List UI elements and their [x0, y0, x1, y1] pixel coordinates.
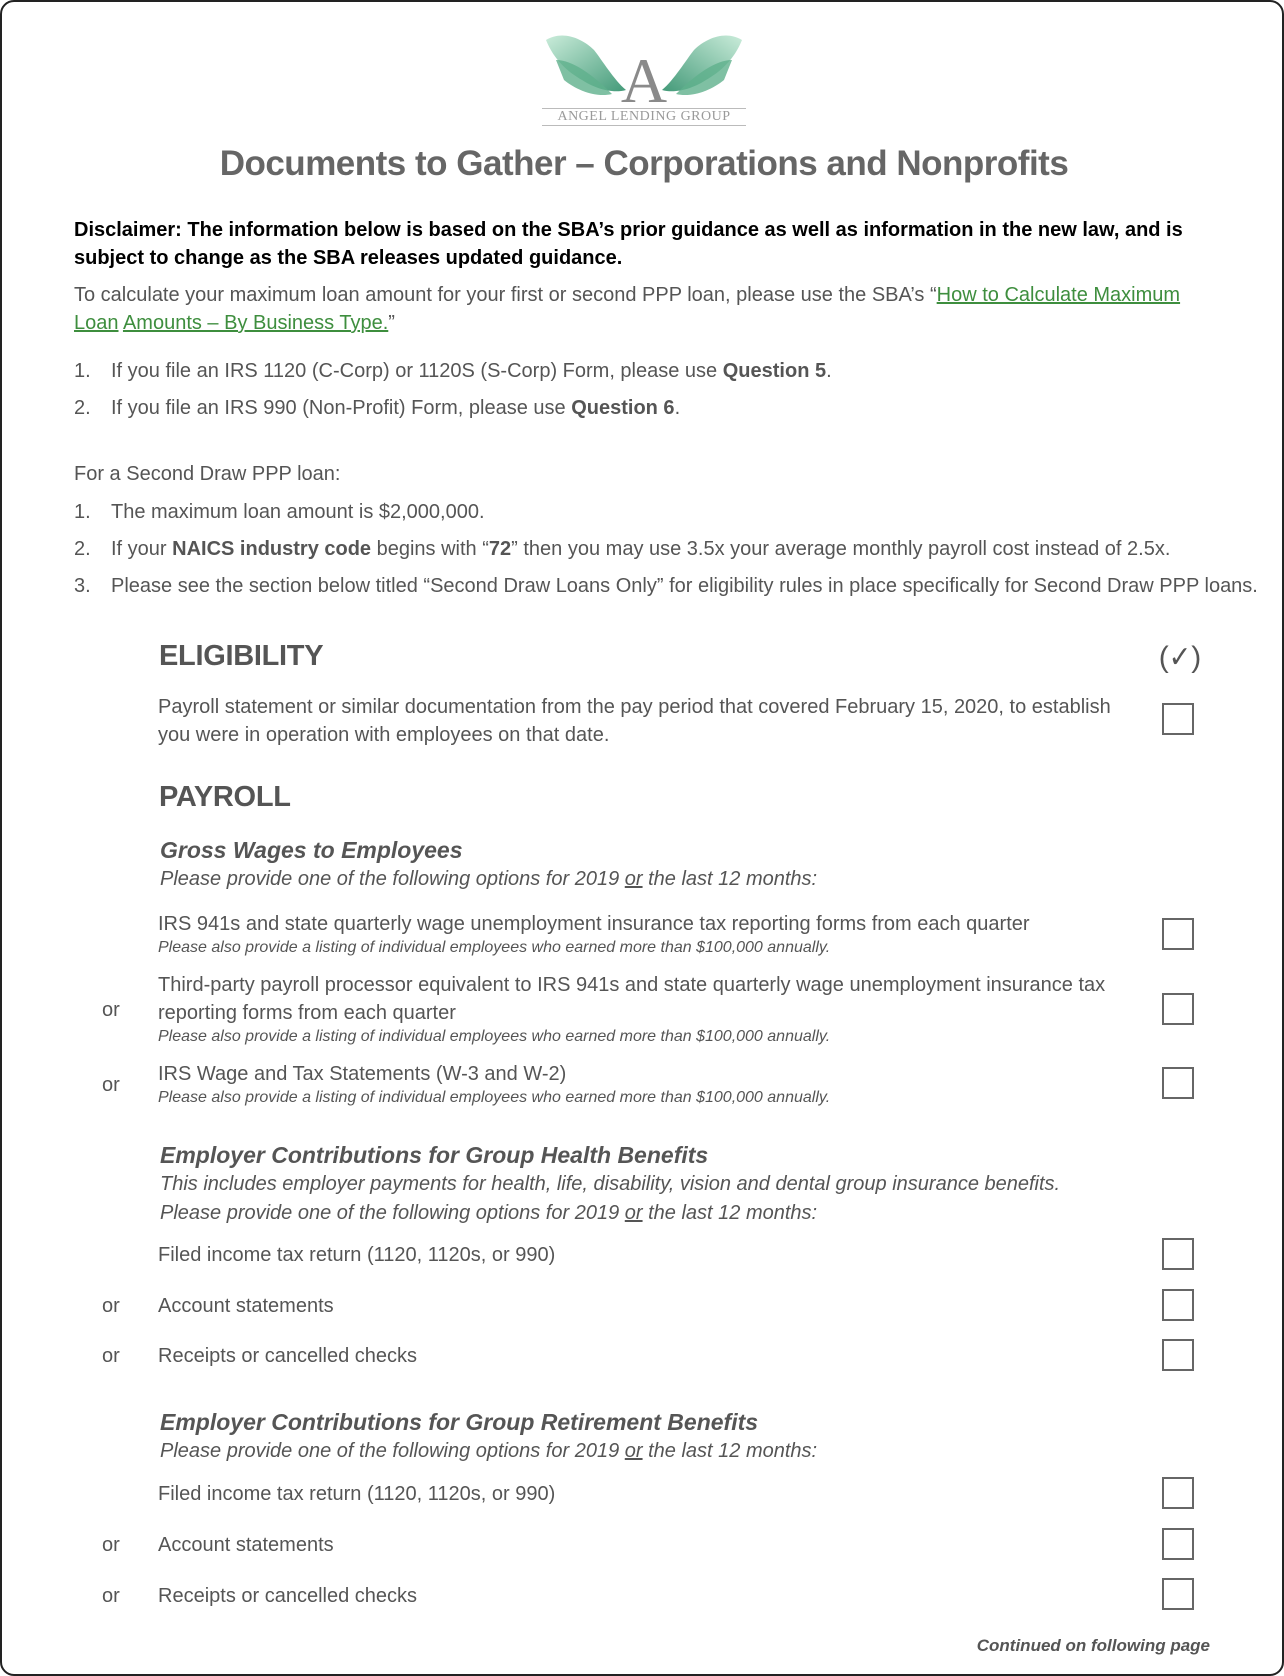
retirement-checkbox-3[interactable] — [1162, 1578, 1194, 1610]
page-title: Documents to Gather – Corporations and Nonprofits — [219, 144, 1069, 183]
retirement-benefits-title: Employer Contributions for Group Retirement Benefits — [160, 1409, 759, 1435]
eligibility-checkbox[interactable] — [1162, 703, 1194, 735]
list-number: 1. — [74, 360, 91, 382]
gross-wages-checkbox-2[interactable] — [1162, 993, 1194, 1025]
logo-text: ANGEL LENDING GROUP — [542, 108, 746, 126]
sba-calculation-link[interactable]: How to Calculate Maximum Loan — [74, 284, 1181, 334]
or-label: or — [102, 1345, 120, 1367]
health-option-1: Filed income tax return (1120, 1120s, or 990) — [158, 1244, 556, 1266]
naics-label: NAICS industry code — [172, 538, 372, 560]
retirement-checkbox-1[interactable] — [1162, 1477, 1194, 1509]
or-label: or — [102, 1295, 120, 1317]
gross-wages-checkbox-1[interactable] — [1162, 918, 1194, 950]
retirement-checkbox-2[interactable] — [1162, 1528, 1194, 1560]
gross-wages-option-2: Third-party payroll processor equivalent to IRS 941s and state quarterly wage unemployment insurance tax reporting forms from each quarter Please also provide a listing of individual employees who earned more than $100,000 annually. — [158, 971, 1118, 1046]
naics-code: 72 — [488, 538, 512, 560]
forms-list — [74, 357, 1254, 431]
list-number: 3. — [74, 575, 91, 597]
list-item: 1. If you file an IRS 1120 (C-Corp) or 1120S (S-Corp) Form, please use Question 5. — [74, 357, 1254, 394]
or-label: or — [102, 1534, 120, 1556]
health-checkbox-2[interactable] — [1162, 1289, 1194, 1321]
list-item: 2. If you file an IRS 990 (Non-Profit) Form, please use Question 6. — [74, 394, 1254, 431]
retirement-option-3: Receipts or cancelled checks — [158, 1585, 418, 1607]
question-reference: Question 6 — [571, 397, 675, 419]
gross-wages-subheading: Gross Wages to Employees Please provide one of the following options for 2019 or the last 12 months: — [160, 836, 1120, 894]
option-note: Please also provide a listing of individual employees who earned more than $100,000 annually. — [158, 1089, 831, 1106]
second-draw-heading: For a Second Draw PPP loan: — [74, 463, 341, 485]
continued-note: Continued on following page — [976, 1636, 1210, 1655]
eligibility-heading: ELIGIBILITY — [159, 640, 324, 672]
health-option-3: Receipts or cancelled checks — [158, 1345, 418, 1367]
list-number: 1. — [74, 501, 91, 523]
payroll-heading: PAYROLL — [159, 781, 291, 813]
sba-calculation-link-continued[interactable]: Amounts – By Business Type. — [122, 312, 389, 334]
health-checkbox-3[interactable] — [1162, 1339, 1194, 1371]
svg-text:A: A — [620, 45, 668, 116]
option-note: Please also provide a listing of individual employees who earned more than $100,000 annually. — [158, 939, 831, 956]
company-logo — [542, 30, 746, 130]
gross-wages-checkbox-3[interactable] — [1162, 1067, 1194, 1099]
health-benefits-description: This includes employer payments for health, life, disability, vision and dental group insurance benefits. — [160, 1173, 1061, 1195]
list-number: 2. — [74, 397, 91, 419]
gross-wages-option-3: IRS Wage and Tax Statements (W-3 and W-2) Please also provide a listing of individual employees who earned more than $100,000 annually. — [158, 1060, 1118, 1107]
retirement-option-2: Account statements — [158, 1534, 334, 1556]
list-number: 2. — [74, 538, 91, 560]
intro-paragraph — [74, 281, 1194, 337]
list-item: 1. The maximum loan amount is $2,000,000. — [74, 498, 1254, 535]
gross-wages-title: Gross Wages to Employees — [160, 837, 463, 863]
disclaimer: Disclaimer: The information below is based on the SBA’s prior guidance as well as information in the new law, and is subject to change as the SBA releases updated guidance. — [74, 219, 1183, 269]
list-item: 2. If your NAICS industry code begins with “72” then you may use 3.5x your average monthly payroll cost instead of 2.5x. — [74, 535, 1254, 572]
health-option-2: Account statements — [158, 1295, 334, 1317]
check-column-header: (✓) — [1158, 641, 1202, 674]
retirement-option-1: Filed income tax return (1120, 1120s, or 990) — [158, 1483, 556, 1505]
retirement-benefits-subheading: Employer Contributions for Group Retirement Benefits Please provide one of the following options for 2019 or the last 12 months: — [160, 1408, 1120, 1466]
list-item: 3. Please see the section below titled “Second Draw Loans Only” for eligibility rules in place specifically for Second Draw PPP loans. — [74, 572, 1254, 609]
second-draw-list — [74, 498, 1258, 609]
or-label: or — [102, 1585, 120, 1607]
health-benefits-subheading: Employer Contributions for Group Health Benefits This includes employer payments for health, life, disability, vision and dental group insurance benefits. Please provide one of the following options for 2019 or the last 12 months: — [160, 1141, 1120, 1228]
intro-text: To calculate your maximum loan amount for your first or second PPP loan, please use the SBA’s “ — [74, 284, 937, 306]
intro-close-quote: ” — [388, 312, 395, 334]
or-label: or — [102, 1074, 120, 1096]
or-label: or — [102, 999, 120, 1021]
health-benefits-title: Employer Contributions for Group Health Benefits — [160, 1142, 709, 1168]
option-note: Please also provide a listing of individual employees who earned more than $100,000 annually. — [158, 1028, 831, 1045]
eligibility-item: Payroll statement or similar documentation from the pay period that covered February 15, 2020, to establish you were in operation with employees on that date. — [158, 696, 1111, 746]
health-checkbox-1[interactable] — [1162, 1238, 1194, 1270]
question-reference: Question 5 — [722, 360, 827, 382]
gross-wages-option-1: IRS 941s and state quarterly wage unemployment insurance tax reporting forms from each quarter Please also provide a listing of individual employees who earned more than $100,000 annually. — [158, 910, 1118, 957]
